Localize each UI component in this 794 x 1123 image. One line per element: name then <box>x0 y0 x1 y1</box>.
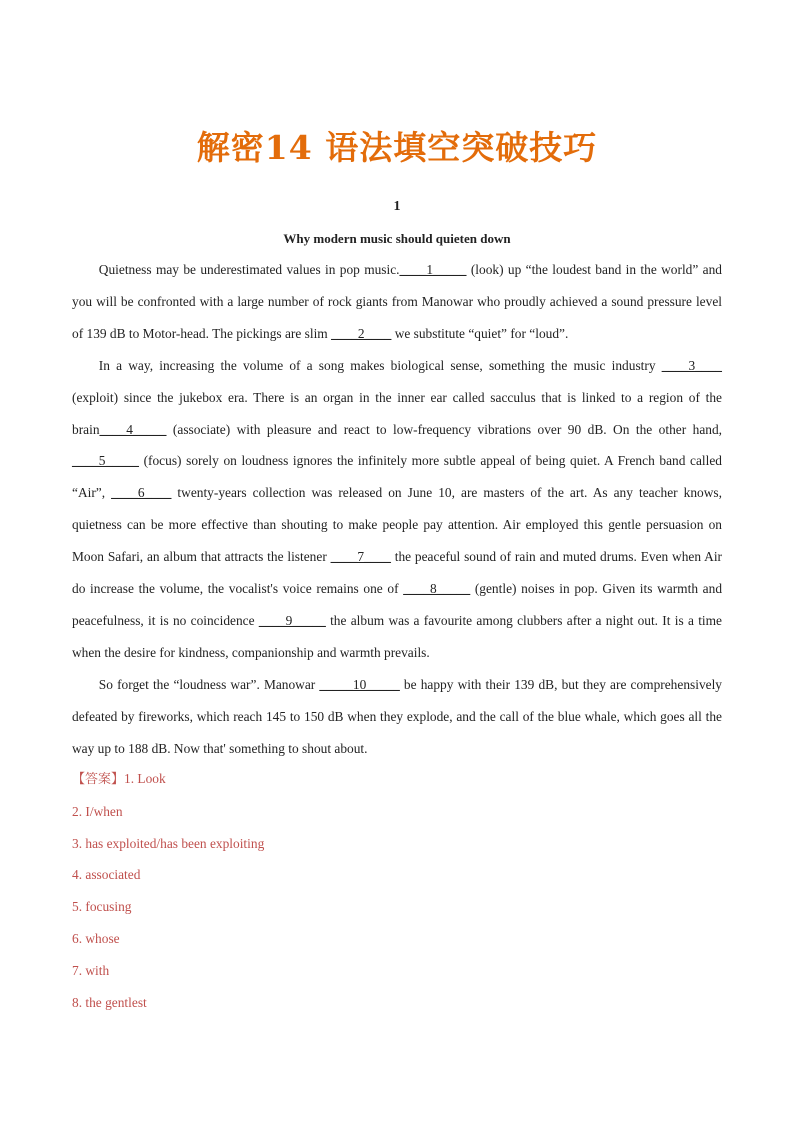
answer-item <box>72 987 722 1019</box>
passage-paragraph <box>72 350 722 669</box>
answer-text: 6. whose <box>72 930 120 946</box>
answer-text: 1. Look <box>124 771 166 786</box>
answer-item <box>72 891 722 923</box>
answer-text: 3. has exploited/has been exploiting <box>72 835 265 851</box>
passage-text: Quietness may be underestimated values in pop music. <box>98 262 400 277</box>
passage-text: (look) up “the loudest band in the world” and you will be confronted with a large number of rock giants from Manowar who proudly achieved a sound pressure level of 139 dB to Motor-head. The pickings are slim <box>72 262 722 341</box>
passage-text: the peaceful sound of rain and muted drums. Even when Air do increase the volume, the vocalist's voice remains one of <box>72 549 723 597</box>
answer-item <box>72 796 722 828</box>
answer-item <box>72 859 722 891</box>
passage-text: In a way, increasing the volume of a song makes biological sense, something the music industry <box>98 357 662 373</box>
answer-blank: ____6____ <box>111 485 172 501</box>
answer-item <box>72 955 722 987</box>
passage-text: we substitute “quiet” for “loud”. <box>391 325 569 341</box>
passage-text: be happy with their 139 dB, but they are comprehensively defeated by fireworks, which reach 145 to 150 dB when they explode, and the call of the blue whale, which goes all the way up to 188 dB. Now that' something to shout about. <box>72 676 723 756</box>
answer-blank: ____2____ <box>331 325 392 341</box>
answer-blank: ____9_____ <box>258 612 326 628</box>
answer-text: 7. with <box>72 962 110 978</box>
passage-body <box>72 254 722 765</box>
passage-text: twenty-years collection was released on June 10, are masters of the art. As any teacher knows, quietness can be more effective than shouting to make people pay attention. Air employed this gentle persuasion on Moon Safari, an album that attracts the listener <box>72 485 722 565</box>
answer-item <box>72 828 722 860</box>
passage-text: the album was a favourite among clubbers after a night out. It is a time when the desire for kindness, companionship and warmth prevails. <box>72 612 722 660</box>
passage-paragraph <box>72 669 722 765</box>
page-title: 解密14 语法填空突破技巧 <box>196 128 598 167</box>
answer-blank: ____8_____ <box>403 581 471 597</box>
answer-text: 5. focusing <box>72 899 132 915</box>
answer-text: 4. associated <box>72 867 141 883</box>
answer-blank: ____1_____ <box>399 262 467 277</box>
passage-text: (associate) with pleasure and react to low-frequency vibrations over 90 dB. On the other hand, <box>166 421 722 437</box>
passage-text: So forget the “loudness war”. Manowar <box>98 676 320 692</box>
passage-text: (gentle) noises in pop. Given its warmth and peacefulness, it is no coincidence <box>72 581 723 628</box>
answer-label: 【答案】 <box>72 772 125 787</box>
answer-blank: ____3____ <box>661 357 722 373</box>
answer-blank: ____7____ <box>330 549 391 565</box>
answer-text: 8. the gentlest <box>72 994 147 1010</box>
answer-blank: ____4_____ <box>99 421 167 437</box>
passage-text: (exploit) since the jukebox era. There is an organ in the inner ear called sacculus that is linked to a region of the brain <box>72 389 722 437</box>
passage-text: (focus) sorely on loudness ignores the infinitely more subtle appeal of being quiet. A French band called “Air”, <box>72 453 722 501</box>
passage-title: Why modern music should quieten down <box>283 231 511 246</box>
answer-item <box>72 923 722 955</box>
answer-section <box>72 763 722 1018</box>
answer-item <box>72 763 722 796</box>
answer-blank: ____5_____ <box>72 453 139 469</box>
passage-paragraph <box>72 254 722 350</box>
answer-text: 2. I/when <box>72 803 123 819</box>
section-number: 1 <box>393 199 401 214</box>
answer-blank: _____10_____ <box>319 676 400 692</box>
